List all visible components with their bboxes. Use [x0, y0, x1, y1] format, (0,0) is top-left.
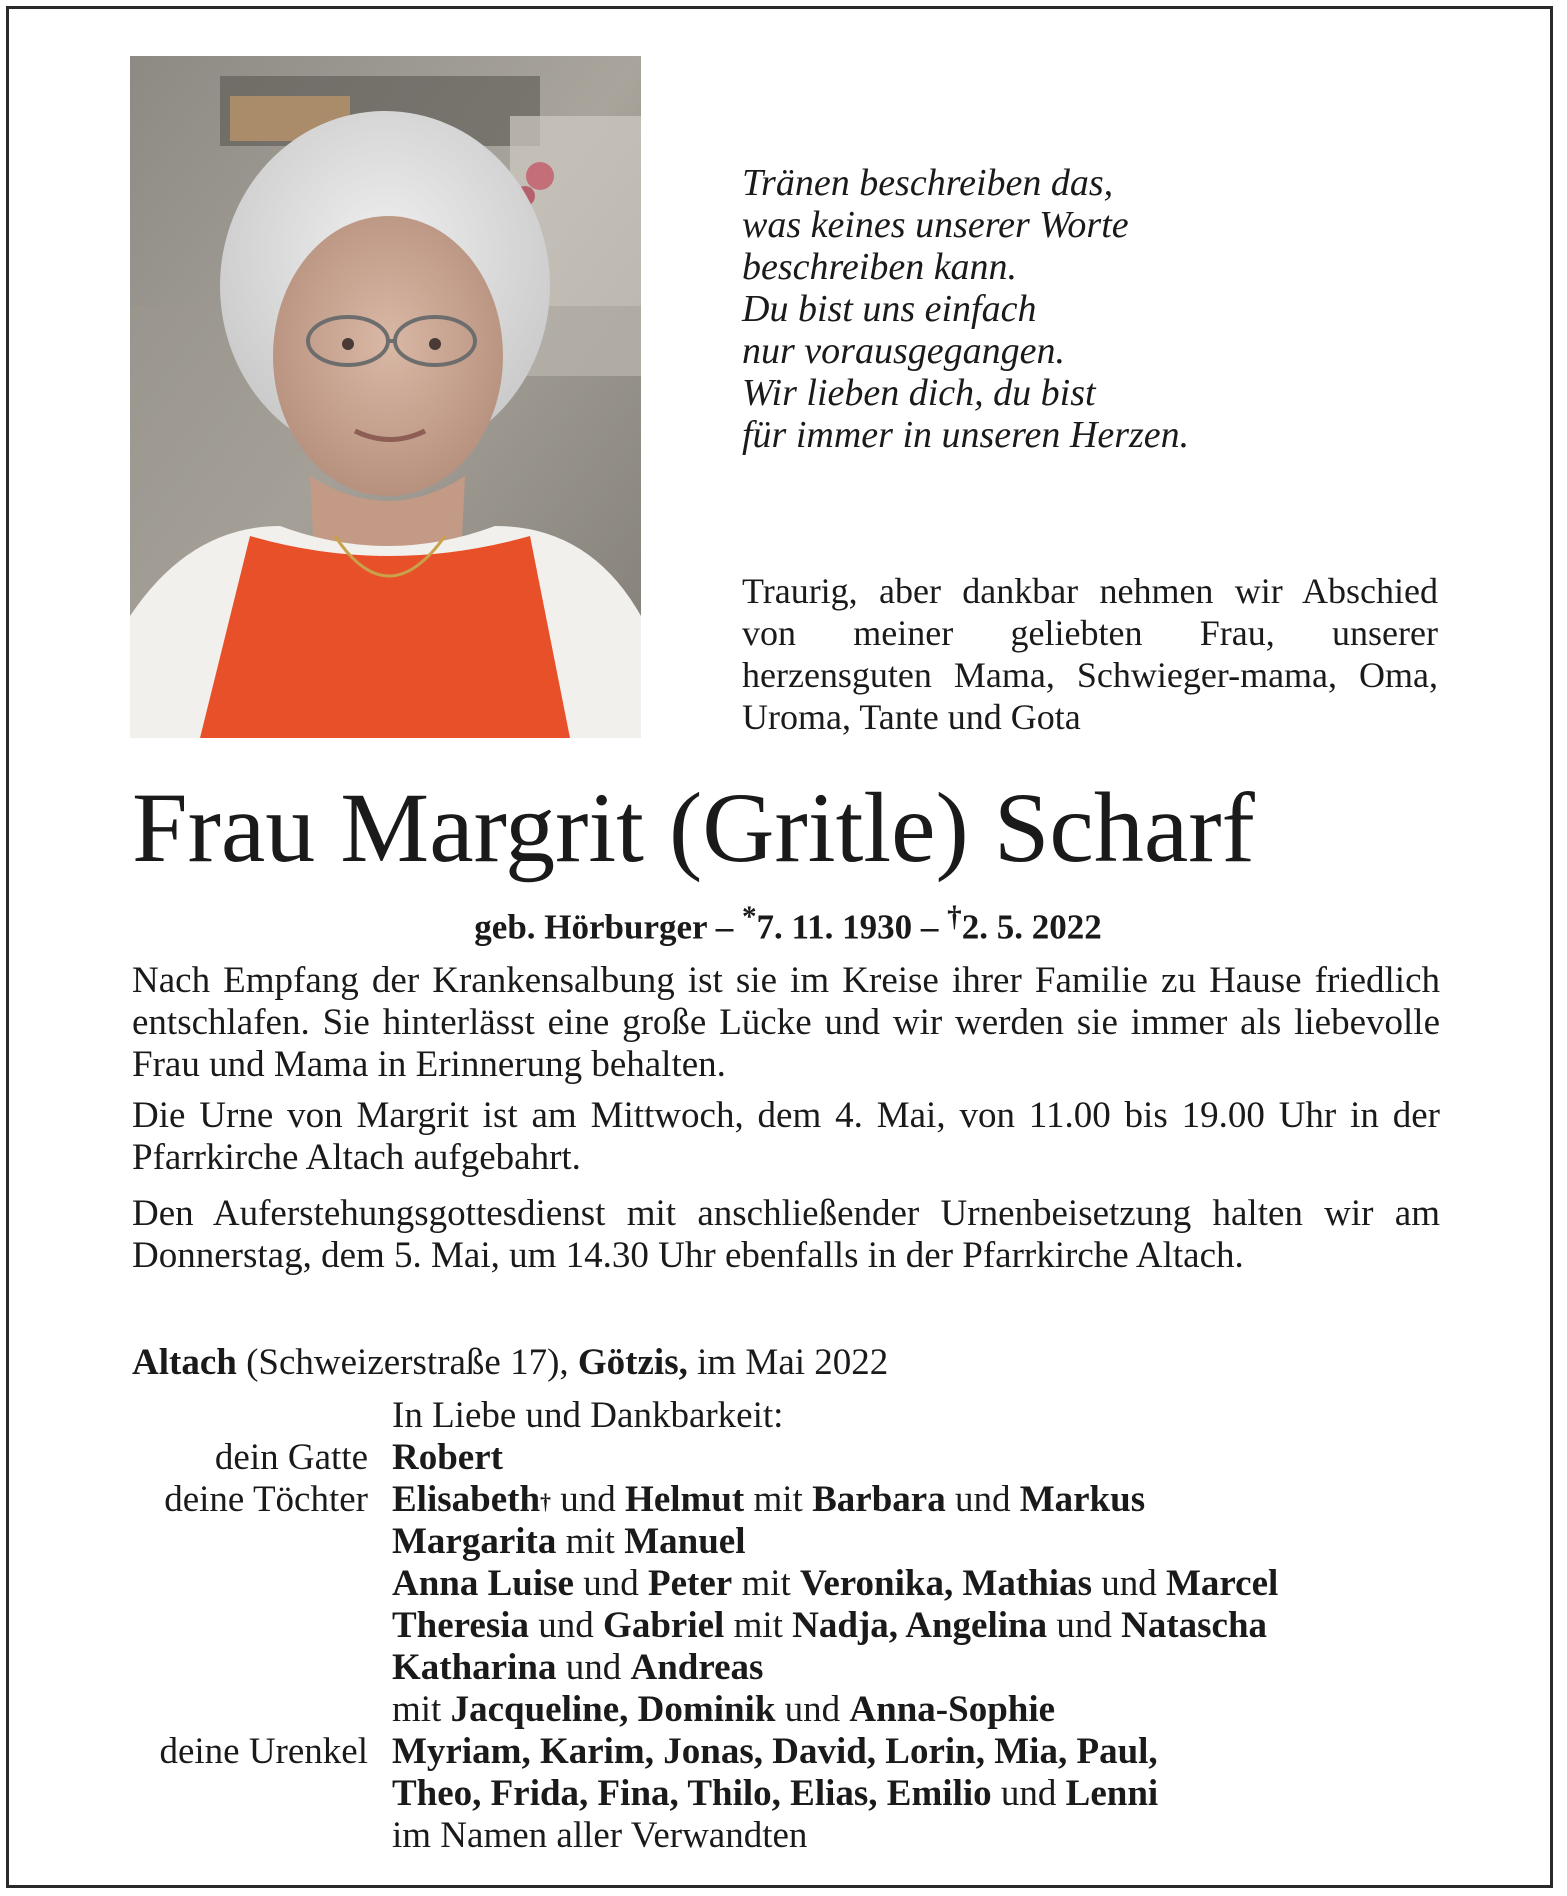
- family-name: Margarita: [392, 1521, 557, 1562]
- connector: mit: [392, 1689, 442, 1730]
- family-names: [392, 1605, 1450, 1647]
- family-label: [120, 1647, 392, 1689]
- family-name: Anna Luise: [392, 1563, 574, 1604]
- family-name: Natascha: [1121, 1605, 1268, 1646]
- connector: mit: [753, 1479, 803, 1520]
- family-name: Robert: [392, 1437, 503, 1478]
- family-label: [120, 1773, 392, 1815]
- place-town: Altach: [132, 1342, 237, 1383]
- portrait-photo: [130, 56, 641, 738]
- family-name: Peter: [647, 1563, 733, 1604]
- poem-line: beschreiben kann.: [742, 246, 1018, 288]
- family-names: [392, 1479, 1450, 1521]
- family-name: Elisabeth: [392, 1479, 541, 1520]
- family-name: Nadja, Angelina: [792, 1605, 1048, 1646]
- place-date-line: [132, 1342, 1440, 1384]
- family-names: [392, 1521, 1450, 1563]
- death-mark: †: [947, 901, 962, 933]
- place-address: (Schweizerstraße 17),: [236, 1342, 578, 1383]
- connector: und: [560, 1479, 616, 1520]
- deceased-name: Frau Margrit (Gritle) Scharf: [132, 772, 1255, 883]
- family-names: [392, 1437, 1450, 1479]
- family-row: [120, 1773, 1450, 1815]
- birth-mark: *: [741, 901, 757, 933]
- family-label: deine Töchter: [164, 1479, 368, 1520]
- paragraph-service: Den Auferstehungsgottesdienst mit anschließender Urnenbeisetzung halten wir am Donnerstag, dem 5. Mai, um 14.30 Uhr ebenfalls in der Pfarrkirche Altach.: [132, 1193, 1440, 1276]
- family-row: [120, 1395, 1450, 1437]
- connector: und: [954, 1479, 1011, 1520]
- family-name: Myriam, Karim, Jonas, David, Lorin, Mia, Paul,: [392, 1731, 1158, 1772]
- family-row: [120, 1521, 1450, 1563]
- cross-mark: †: [540, 1489, 552, 1514]
- family-row: [120, 1437, 1450, 1479]
- family-label: [120, 1563, 392, 1605]
- family-label: [120, 1395, 392, 1437]
- family-label: dein Gatte: [214, 1437, 368, 1478]
- family-names: [392, 1689, 1450, 1731]
- family-name: Barbara: [812, 1479, 946, 1520]
- poem-line: für immer in unseren Herzen.: [742, 414, 1190, 456]
- place-town: Götzis,: [577, 1342, 688, 1383]
- family-name: Lenni: [1065, 1773, 1159, 1814]
- intro-text: Traurig, aber dankbar nehmen wir Abschied von meiner geliebten Frau, unserer herzensguten Mama, Schwieger-mama, Oma, Uroma, Tante und Gota: [742, 571, 1438, 737]
- poem: [742, 162, 1302, 456]
- poem-line: was keines unserer Worte: [742, 204, 1129, 246]
- family-name: Katharina: [392, 1647, 557, 1688]
- family-name: Veronika, Mathias: [800, 1563, 1092, 1604]
- poem-line: Tränen beschreiben das,: [742, 162, 1114, 204]
- family-names: [392, 1563, 1450, 1605]
- dash: –: [715, 907, 734, 947]
- connector: und: [784, 1689, 841, 1730]
- family-label: deine Urenkel: [159, 1731, 368, 1772]
- life-dates: [132, 895, 1444, 950]
- family-row: [120, 1647, 1450, 1689]
- family-name: Markus: [1019, 1479, 1146, 1520]
- family-label: [120, 1689, 392, 1731]
- family-row: [120, 1605, 1450, 1647]
- family-label: [120, 1815, 392, 1857]
- connector: und: [1056, 1605, 1112, 1646]
- family-name: Anna-Sophie: [849, 1689, 1056, 1730]
- death-date: 2. 5. 2022: [961, 907, 1102, 947]
- family-label: [120, 1605, 392, 1647]
- family-names: [392, 1731, 1450, 1773]
- family-names: [392, 1773, 1450, 1815]
- connector: mit: [733, 1605, 783, 1646]
- birth-date: 7. 11. 1930: [756, 907, 913, 947]
- paragraph-passing: Nach Empfang der Krankensalbung ist sie im Kreise ihrer Familie zu Hause friedlich entschlafen. Sie hinterlässt eine große Lücke und wir werden sie immer als liebevolle Frau und Mama in Erinnerung behalten.: [132, 960, 1440, 1085]
- portrait-image: [130, 56, 641, 738]
- family-name: Theo, Frida, Fina, Thilo, Elias, Emilio: [392, 1773, 992, 1814]
- family-name: Andreas: [630, 1647, 764, 1688]
- family-row: [120, 1689, 1450, 1731]
- place-date: im Mai 2022: [687, 1342, 889, 1383]
- family-name: Jacqueline, Dominik: [450, 1689, 776, 1730]
- family-names: [392, 1647, 1450, 1689]
- connector: mit: [565, 1521, 615, 1562]
- family-list: [120, 1395, 1450, 1857]
- poem-line: nur vorausgegangen.: [742, 330, 1065, 372]
- born-name: geb. Hörburger: [474, 907, 707, 947]
- family-name: Marcel: [1165, 1563, 1279, 1604]
- family-name: Theresia: [392, 1605, 530, 1646]
- connector: und: [538, 1605, 594, 1646]
- dash: –: [920, 907, 939, 947]
- paragraph-urn: Die Urne von Margrit ist am Mittwoch, dem 4. Mai, von 11.00 bis 19.00 Uhr in der Pfarrkirche Altach aufgebahrt.: [132, 1095, 1440, 1178]
- connector: und: [1101, 1563, 1157, 1604]
- family-row: [120, 1815, 1450, 1857]
- connector: und: [583, 1563, 639, 1604]
- family-name: Gabriel: [603, 1605, 725, 1646]
- connector: mit: [741, 1563, 791, 1604]
- family-row: [120, 1731, 1450, 1773]
- family-name: Manuel: [624, 1521, 746, 1562]
- family-row: [120, 1563, 1450, 1605]
- closing-line: im Namen aller Verwandten: [392, 1815, 808, 1856]
- connector: und: [1000, 1773, 1057, 1814]
- family-name: Helmut: [625, 1479, 745, 1520]
- poem-line: Du bist uns einfach: [742, 288, 1037, 330]
- poem-line: Wir lieben dich, du bist: [742, 372, 1096, 414]
- connector: und: [565, 1647, 622, 1688]
- family-heading: In Liebe und Dankbarkeit:: [392, 1395, 784, 1436]
- family-label: [120, 1521, 392, 1563]
- family-row: [120, 1479, 1450, 1521]
